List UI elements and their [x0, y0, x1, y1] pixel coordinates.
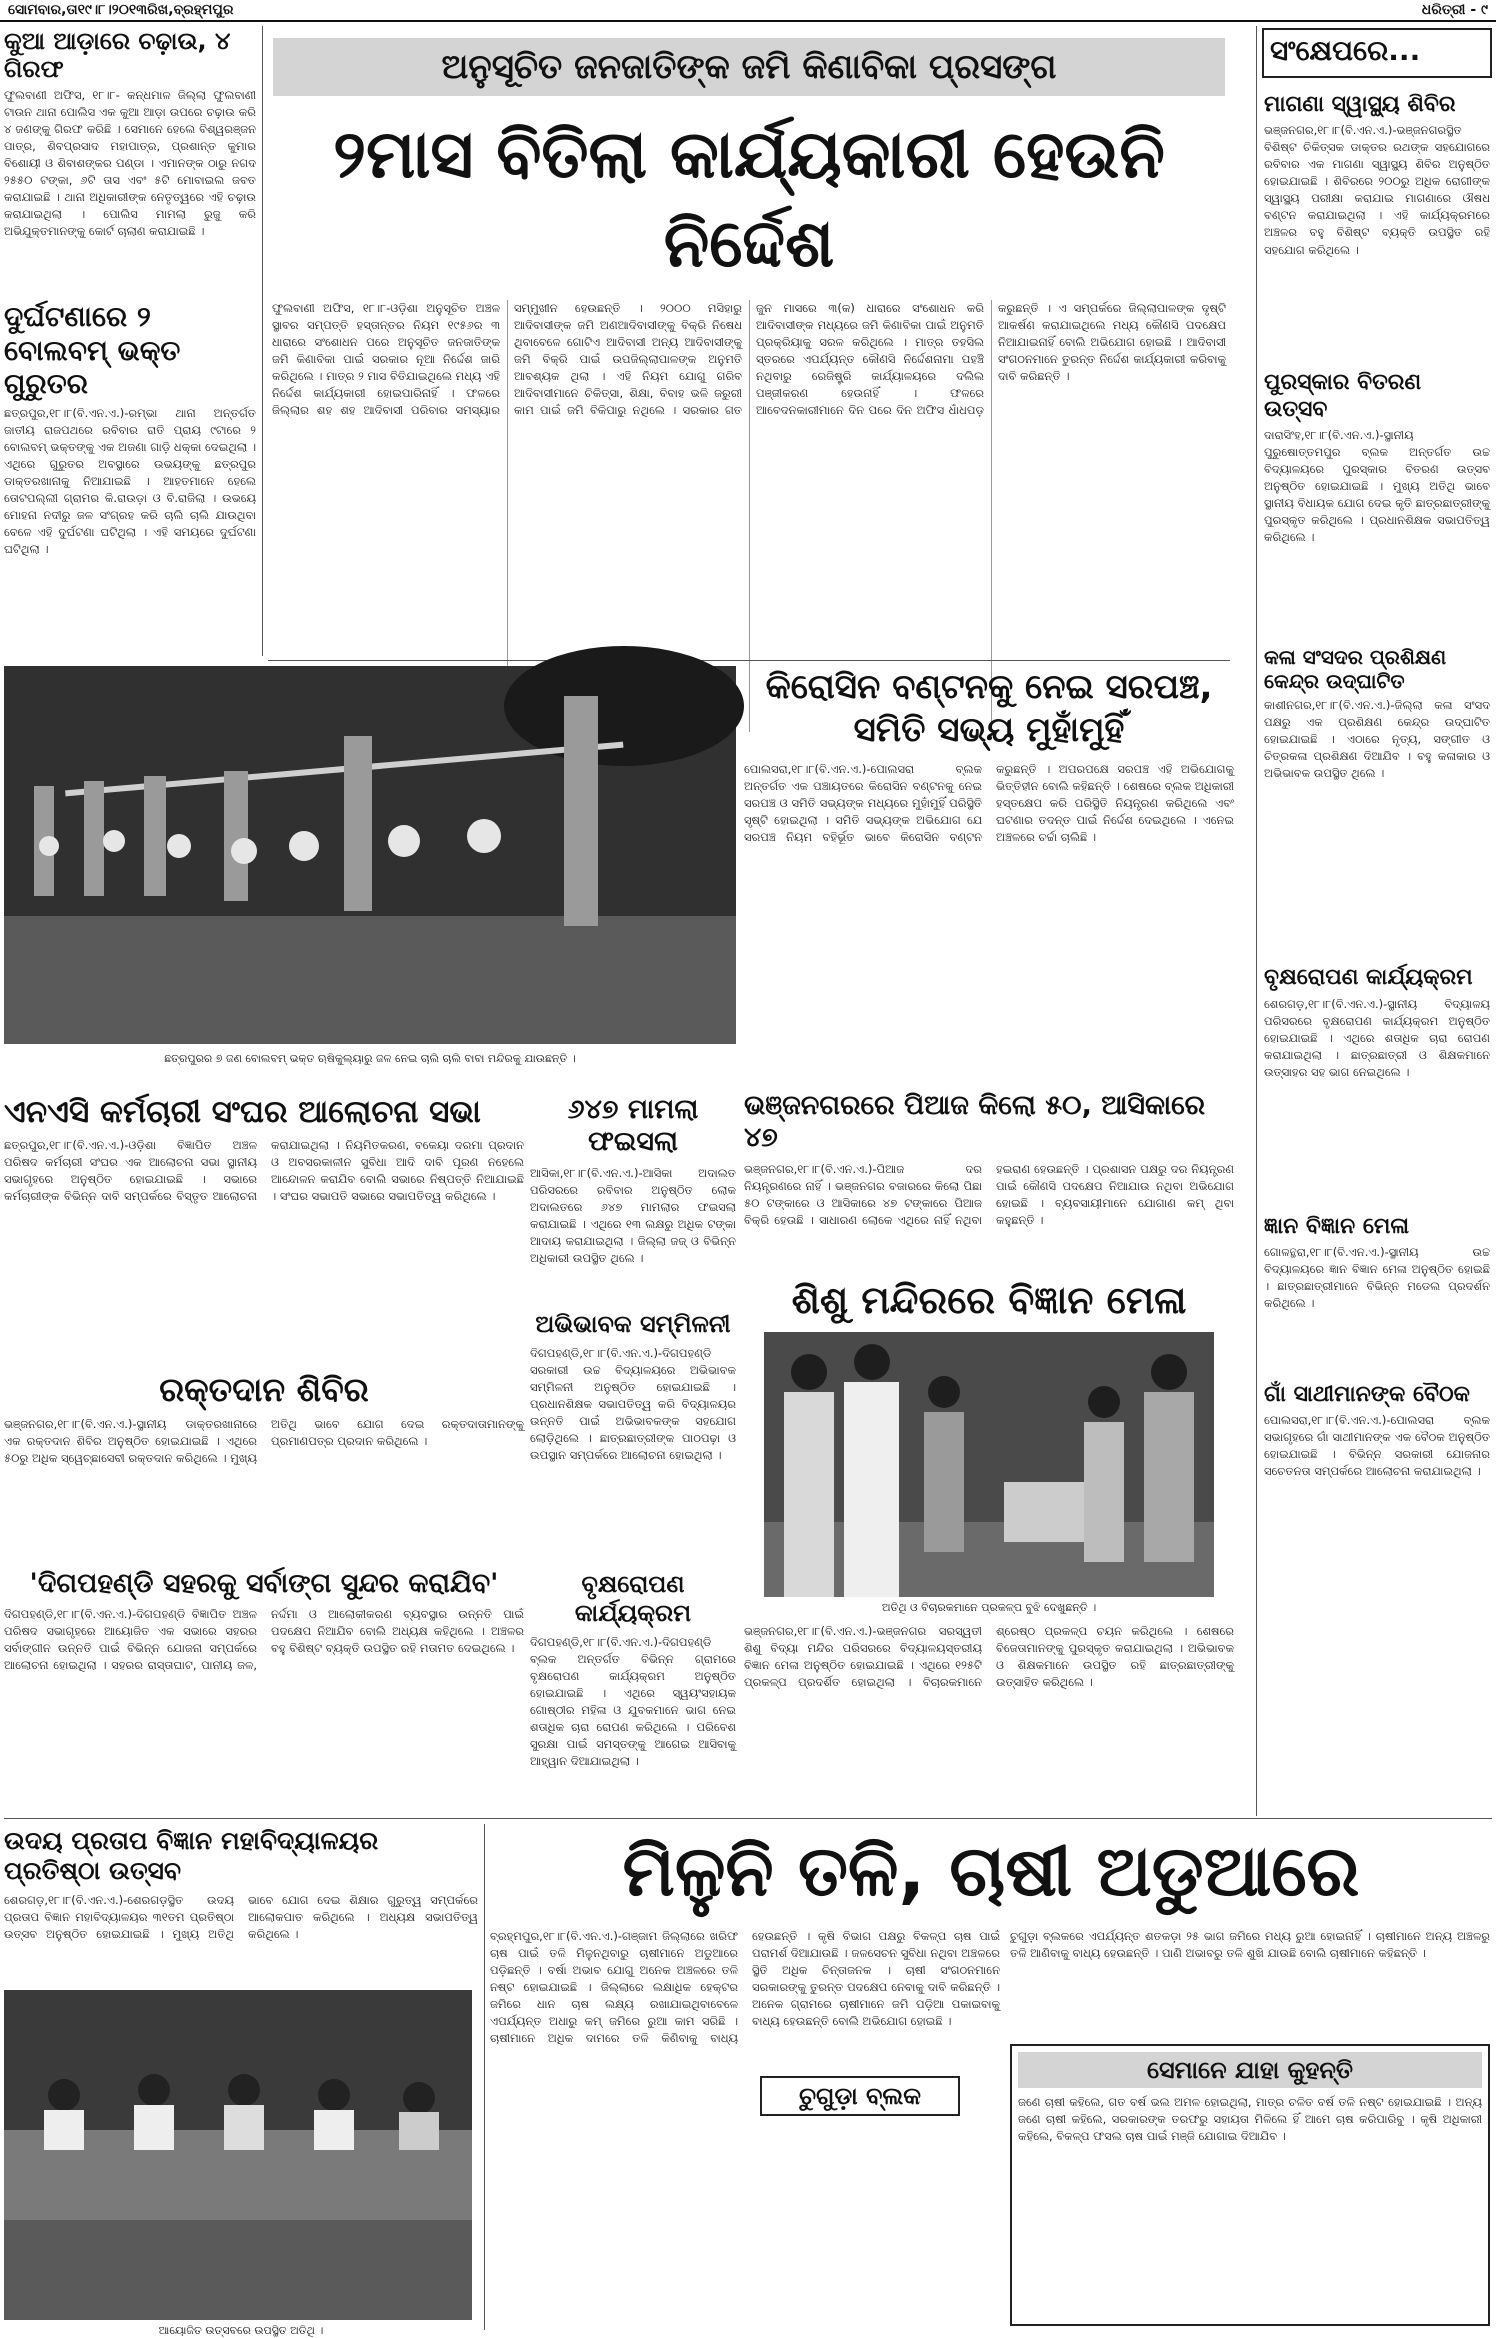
story-body: ଦିଗପହଣ୍ଡି,୧୮।୮(ବି.ଏନ.ଏ.)-ଦିଗପହଣ୍ଡି ସରକାରୀ ଉଚ୍ଚ ବିଦ୍ୟାଳୟରେ ଅଭିଭାବକ ସମ୍ମିଳନୀ ଅନୁଷ୍ଠିତ ହୋଇଯାଇଛି । ପ୍ରଧାନଶିକ୍ଷକ ସଭାପତିତ୍ୱ କରି ବିଦ୍ୟାଳୟର ଉନ୍ନତି ପାଇଁ ଅଭିଭାବକଙ୍କ ସହଯୋଗ ଲୋଡ଼ିଥିଲେ । ଛାତ୍ରଛାତ୍ରୀଙ୍କ ପାଠପଢ଼ା ଓ ଉପସ୍ଥାନ ସମ୍ପର୍କରେ ଆଲୋଚନା ହୋଇଥିଲା । — [530, 1345, 736, 1462]
story-body: ଭଞ୍ଜନଗର,୧୮।୮(ବି.ଏନ.ଏ.)-ସ୍ଥାନୀୟ ଡାକ୍ତରଖାନାରେ ଏକ ରକ୍ତଦାନ ଶିବିର ଅନୁଷ୍ଠିତ ହୋଇଯାଇଛି । ଏଥିରେ ୫୦ରୁ ଅଧିକ ସ୍ୱେଚ୍ଛାସେବୀ ରକ୍ତଦାନ କରିଥିଲେ । ମୁଖ୍ୟ ଅତିଥି ଭାବେ ଯୋଗ ଦେଇ ରକ୍ତଦାତାମାନଙ୍କୁ ପ୍ରମାଣପତ୍ର ପ୍ରଦାନ କରିଥିଲେ । — [4, 1416, 524, 1465]
brief-body: ଶେରଗଡ଼,୧୮।୮(ବି.ଏନ.ଏ.)-ସ୍ଥାନୀୟ ବିଦ୍ୟାଳୟ ପରିସରରେ ବୃକ୍ଷରୋପଣ କାର୍ଯ୍ୟକ୍ରମ ଅନୁଷ୍ଠିତ ହୋଇଯାଇଛି । ଏଥିରେ ଶତାଧିକ ଚାରା ରୋପଣ କରାଯାଇଥିଲା । ଛାତ୍ରଛାତ୍ରୀ ଓ ଶିକ୍ଷକମାନେ ଉତ୍ସାହର ସହ ଭାଗ ନେଇଥିଲେ । — [1264, 996, 1490, 1079]
main-kicker: ଅନୁସୂଚିତ ଜନଜାତିଙ୍କ ଜମି କିଣାବିକା ପ୍ରସଙ୍ଗ — [273, 38, 1225, 96]
college-story — [4, 1826, 478, 2337]
section-divider — [268, 660, 1230, 661]
column-divider — [1256, 26, 1257, 1816]
brief-headline: କଳା ସଂସଦର ପ୍ରଶିକ୍ଷଣ କେନ୍ଦ୍ର ଉଦ୍‌ଘାଟିତ — [1264, 645, 1447, 694]
story-headline: ଅଭିଭାବକ ସମ୍ମିଳନୀ — [535, 1310, 731, 1338]
story-headline: କିରୋସିନ ବଣ୍ଟନକୁ ନେଇ ସରପଞ୍ଚ, ସମିତି ସଭ୍ୟ ମୁହାଁମୁହିଁ — [765, 667, 1213, 750]
photo-story — [4, 666, 736, 1086]
page-header — [0, 0, 1496, 22]
column-divider — [262, 26, 263, 656]
story-body: ଭଞ୍ଜନଗର,୧୮।୮(ବି.ଏନ.ଏ.)-ଭଞ୍ଜନଗର ସରସ୍ୱତୀ ଶିଶୁ ବିଦ୍ୟା ମନ୍ଦିର ପରିସରରେ ବିଦ୍ୟାଳୟସ୍ତରୀୟ ବିଜ୍ଞାନ ମେଳା ଅନୁଷ୍ଠିତ ହୋଇଯାଇଛି । ଏଥିରେ ୧୨୫ଟି ପ୍ରକଳ୍ପ ପ୍ରଦର୍ଶିତ ହୋଇଥିଲା । ବିଚାରକମାନେ ଶ୍ରେଷ୍ଠ ପ୍ରକଳ୍ପ ଚୟନ କରିଥିଲେ । ଶେଷରେ ବିଜେତାମାନଙ୍କୁ ପୁରସ୍କୃତ କରାଯାଇଥିଲା । ଅଭିଭାବକ ଓ ଶିକ୍ଷକମାନେ ଉପସ୍ଥିତ ରହି ଛାତ୍ରଛାତ୍ରୀଙ୍କୁ ଉତ୍ସାହିତ କରିଥିଲେ । — [744, 1623, 1234, 1689]
story-body: ଛତ୍ରପୁର,୧୮।୮(ବି.ଏନ.ଏ.)-ରମ୍ଭା ଥାନା ଅନ୍ତର୍ଗତ ଜାତୀୟ ରାଜପଥରେ ରବିବାର ରାତି ପ୍ରାୟ ୯ଟାରେ ୨ ବୋଲବମ୍ ଭକ୍ତଙ୍କୁ ଏକ ଅଜଣା ଗାଡ଼ି ଧକ୍କା ଦେଇଥିଲା । ଏଥିରେ ଗୁରୁତର ଅବସ୍ଥାରେ ଉଭୟଙ୍କୁ ଛତ୍ରପୁର ଡାକ୍ତରଖାନାକୁ ନିଆଯାଇଛି । ଆହତମାନେ ହେଲେ ତୋଟପଲ୍ଲୀ ଗ୍ରାମର କି.ରାଉଡ଼ା ଓ ବି.ରାଜିଲା । ଉଭୟେ ମୋହନା ନଦୀରୁ ଜଳ ସଂଗ୍ରହ କରି ଚାଲି ଚାଲି ଯାଉଥିବା ବେଳେ ଏହି ଦୁର୍ଘଟଣା ଘଟିଥିଲା । ଏହି ସମୟରେ ଦୁର୍ଘଟଣା ଘଟିଥିଲା । — [4, 405, 256, 557]
story-body: ଶେରଗଡ଼,୧୮।୮(ବି.ଏନ.ଏ.)-ଶେରଗଡ଼ସ୍ଥିତ ଉଦୟ ପ୍ରତାପ ବିଜ୍ଞାନ ମହାବିଦ୍ୟାଳୟର ୩୧ତମ ପ୍ରତିଷ୍ଠା ଉତ୍ସବ ଅନୁଷ୍ଠିତ ହୋଇଯାଇଛି । ମୁଖ୍ୟ ଅତିଥି ଭାବେ ଯୋଗ ଦେଇ ଶିକ୍ଷାର ଗୁରୁତ୍ୱ ସମ୍ପର୍କରେ ଆଲୋକପାତ କରିଥିଲେ । ଅଧ୍ୟକ୍ଷ ସଭାପତିତ୍ୱ କରିଥିଲେ । — [4, 1893, 478, 1942]
story-body: ବ୍ରହ୍ମପୁର,୧୮।୮(ବି.ଏନ.ଏ.)-ଗଞ୍ଜାମ ଜିଲ୍ଲାରେ ଖରିଫ ଚାଷ ପାଇଁ ତଳି ମିଳୁନଥିବାରୁ ଚାଷୀମାନେ ଅଡୁଆରେ ପଡ଼ିଛନ୍ତି । ବର୍ଷା ଅଭାବ ଯୋଗୁ ଅନେକ ଅଞ୍ଚଳରେ ତଳି ନଷ୍ଟ ହୋଇଯାଇଛି । ଜିଲ୍ଲାରେ ଲକ୍ଷାଧିକ ହେକ୍ଟର ଜମିରେ ଧାନ ଚାଷ ଲକ୍ଷ୍ୟ ରଖାଯାଇଥିବାବେଳେ ଏପର୍ଯ୍ୟନ୍ତ ଅଧାରୁ କମ୍ ଜମିରେ ରୁଆ କାମ ସରିଛି । ଚାଷୀମାନେ ଅଧିକ ଦାମରେ ତଳି କିଣିବାକୁ ବାଧ୍ୟ ହେଉଛନ୍ତି । କୃଷି ବିଭାଗ ପକ୍ଷରୁ ବିକଳ୍ପ ଚାଷ ପାଇଁ ପରାମର୍ଶ ଦିଆଯାଉଛି । ଜଳସେଚନ ସୁବିଧା ନଥିବା ଅଞ୍ଚଳରେ ସ୍ଥିତି ଅଧିକ ଚିନ୍ତାଜନକ । ଚାଷୀ ସଂଗଠନମାନେ ସରକାରଙ୍କୁ ତୁରନ୍ତ ପଦକ୍ଷେପ ନେବାକୁ ଦାବି କରିଛନ୍ତି । ଅନେକ ଗ୍ରାମରେ ଚାଷୀମାନେ ଜମି ପଡ଼ିଆ ପକାଇବାକୁ ବାଧ୍ୟ ହେଉଛନ୍ତି ବୋଲି ଅଭିଯୋଗ ହୋଇଛି । — [490, 1929, 1000, 2046]
section-divider — [4, 1818, 1492, 1819]
block-body: ଚୁଗୁଡ଼ା ବ୍ଲକରେ ଏପର୍ଯ୍ୟନ୍ତ ଶତକଡ଼ା ୨୫ ଭାଗ ଜମିରେ ମଧ୍ୟ ରୁଆ ହୋଇନାହିଁ । ଚାଷୀମାନେ ଅନ୍ୟ ଅଞ୍ଚଳରୁ ତଳି ଆଣିବାକୁ ବାଧ୍ୟ ହେଉଛନ୍ତି । ପାଣି ଅଭାବରୁ ତଳି ଶୁଖି ଯାଉଛି ବୋଲି ଚାଷୀମାନେ କହିଛନ୍ତି । — [1010, 1929, 1490, 1961]
story-headline: ୬୪୭ ମାମଲା ଫଇସଲା — [567, 1094, 699, 1158]
story-headline: ଦୁର୍ଘଟଣାରେ ୨ ବୋଲବମ୍ ଭକ୍ତ ଗୁରୁତର — [4, 300, 181, 401]
date-line: ସୋମବାର,ତା୧୯।୮।୨୦୧୩ରିଖ,ବ୍ରହ୍ମପୁର — [8, 2, 234, 18]
brief-headline: ଗାଁ ସାଥୀମାନଙ୍କ ବୈଠକ — [1264, 1381, 1470, 1407]
cases-story — [530, 1094, 736, 1304]
photo-caption: ଛତ୍ରପୁରର ୭ ଜଣ ବୋଲବମ୍ ଭକ୍ତ ଋଷିକୁଲ୍ୟାରୁ ଜଳ ନେଇ ଚାଲି ଚାଲି ବାବା ମନ୍ଦିରକୁ ଯାଉଛନ୍ତି । — [164, 1052, 576, 1065]
photo-college-event — [4, 1990, 472, 2320]
photo-caption: ଆୟୋଜିତ ଉତ୍ସବରେ ଉପସ୍ଥିତ ଅତିଥି । — [158, 2324, 324, 2337]
main-headline: ୨ମାସ ବିତିଲା କାର୍ଯ୍ୟକାରୀ ହେଉନି ନିର୍ଦ୍ଦେଶ — [333, 116, 1165, 283]
briefs-column — [1262, 28, 1492, 1818]
tree-story — [530, 1570, 736, 1806]
parents-story — [530, 1310, 736, 1560]
brief-headline: ପୁରସ୍କାର ବିତରଣ ଉତ୍ସବ — [1264, 370, 1422, 422]
main-body: ଫୁଲବାଣୀ ଅଫିସ, ୧୮।୮-ଓଡ଼ିଶା ଅନୁସୂଚିତ ଅଞ୍ଚଳ ସ୍ଥାବର ସମ୍ପତ୍ତି ହସ୍ତାନ୍ତର ନିୟମ ୧୯୫୬ର ୩ ଧାରାରେ ସଂଶୋଧନ ପରେ ଅନୁସୂଚିତ ଜନଜାତିଙ୍କ ଜମି କିଣାବିକା ପାଇଁ ସରକାର ନୂଆ ନିର୍ଦ୍ଦେଶ ଜାରି କରିଥିଲେ । ମାତ୍ର ୨ ମାସ ବିତିଯାଇଥିଲେ ମଧ୍ୟ ଏହି ନିର୍ଦ୍ଦେଶ କାର୍ଯ୍ୟକାରୀ ହୋଇପାରିନାହିଁ । ଫଳରେ ଜିଲ୍ଲାର ଶହ ଶହ ଆଦିବାସୀ ପରିବାର ସମସ୍ୟାର ସମ୍ମୁଖୀନ ହେଉଛନ୍ତି । ୨୦୦୦ ମସିହାରୁ ଆଦିବାସୀଙ୍କ ଜମି ଅଣଆଦିବାସୀଙ୍କୁ ବିକ୍ରି ନିଷେଧ ଥିବାବେଳେ ଗୋଟିଏ ଆଦିବାସୀ ଅନ୍ୟ ଆଦିବାସୀଙ୍କୁ ଜମି ବିକ୍ରି ପାଇଁ ଉପଜିଲ୍ଲାପାଳଙ୍କ ଅନୁମତି ଆବଶ୍ୟକ ଥିଲା । ଏହି ନିୟମ ଯୋଗୁ ଗରିବ ଆଦିବାସୀମାନେ ଚିକିତ୍ସା, ଶିକ୍ଷା, ବିବାହ ଭଳି ଜରୁରୀ କାମ ପାଇଁ ଜମି ବିକିପାରୁ ନଥିଲେ । ସରକାର ଗତ ଜୁନ ମାସରେ ୩(କ) ଧାରାରେ ସଂଶୋଧନ କରି ଆଦିବାସୀଙ୍କ ମଧ୍ୟରେ ଜମି କିଣାବିକା ପାଇଁ ଅନୁମତି ପ୍ରକ୍ରିୟାକୁ ସରଳ କରିଥିଲେ । ମାତ୍ର ତହସିଲ ସ୍ତରରେ ଏପର୍ଯ୍ୟନ୍ତ କୌଣସି ନିର୍ଦ୍ଦେଶନାମା ପହଞ୍ଚି ନଥିବାରୁ ରେଜିଷ୍ଟ୍ରି କାର୍ଯ୍ୟାଳୟରେ ଦଲିଲ ପଞ୍ଜୀକରଣ ହେଉନାହିଁ । ଫଳରେ ଆବେଦନକାରୀମାନେ ଦିନ ପରେ ଦିନ ଅଫିସ ଧାଁଧପଡ଼ କରୁଛନ୍ତି । ଏ ସମ୍ପର୍କରେ ଜିଲ୍ଲାପାଳଙ୍କ ଦୃଷ୍ଟି ଆକର୍ଷଣ କରାଯାଇଥିଲେ ମଧ୍ୟ କୌଣସି ପଦକ୍ଷେପ ନିଆଯାଇନାହିଁ ବୋଲି ଅଭିଯୋଗ ହୋଇଛି । ଆଦିବାସୀ ସଂଗଠନମାନେ ତୁରନ୍ତ ନିର୍ଦ୍ଦେଶ କାର୍ଯ୍ୟକାରୀ କରିବାକୁ ଦାବି କରିଛନ୍ତି । — [272, 301, 1226, 418]
story-headline: ରକ୍ତଦାନ ଶିବିର — [159, 1370, 369, 1409]
onion-story — [744, 1090, 1234, 1270]
nac-story — [4, 1094, 524, 1364]
farmer-story — [490, 1826, 1492, 2330]
brief-body: ଭଞ୍ଜନଗର,୧୮।୮(ବି.ଏନ.ଏ.)-ଭଞ୍ଜନଗରସ୍ଥିତ ବିଶିଷ୍ଟ ଚିକିତ୍ସକ ଡାକ୍ତର ରଥଙ୍କ ସହଯୋଗରେ ରବିବାର ଏକ ମାଗଣା ସ୍ୱାସ୍ଥ୍ୟ ଶିବିର ଅନୁଷ୍ଠିତ ହୋଇଯାଇଛି । ଶିବିରରେ ୨୦୦ରୁ ଅଧିକ ରୋଗୀଙ୍କ ସ୍ୱାସ୍ଥ୍ୟ ପରୀକ୍ଷା କରାଯାଇ ମାଗଣାରେ ଔଷଧ ବଣ୍ଟନ କରାଯାଇଥିଲା । ଏହି କାର୍ଯ୍ୟକ୍ରମରେ ଅଞ୍ଚଳର ବହୁ ବିଶିଷ୍ଟ ବ୍ୟକ୍ତି ଉପସ୍ଥିତ ରହି ସହଯୋଗ କରିଥିଲେ । — [1264, 123, 1490, 257]
story-headline: ଏନଏସି କର୍ମଚାରୀ ସଂଘର ଆଲୋଚନା ସଭା — [4, 1094, 481, 1130]
story-body: ଭଞ୍ଜନଗର,୧୮।୮(ବି.ଏନ.ଏ.)-ପିଆଜ ଦର ନିୟନ୍ତ୍ରଣରେ ନାହିଁ । ଭଞ୍ଜନଗର ବଜାରରେ କିଲୋ ପିଛା ୫୦ ଟଙ୍କାରେ ଓ ଆସିକାରେ ୪୭ ଟଙ୍କାରେ ପିଆଜ ବିକ୍ରି ହେଉଛି । ସାଧାରଣ ଲୋକେ ଏଥିରେ ନାହିଁ ନଥିବା ହଇରାଣ ହେଉଛନ୍ତି । ପ୍ରଶାସନ ପକ୍ଷରୁ ଦର ନିୟନ୍ତ୍ରଣ ପାଇଁ କୌଣସି ପଦକ୍ଷେପ ନିଆଯାଉ ନଥିବା ଅଭିଯୋଗ ହୋଇଛି । ବ୍ୟବସାୟୀମାନେ ଯୋଗାଣ କମ୍ ଥିବା କହୁଛନ୍ତି । — [744, 1161, 1234, 1227]
story-body: ଛତ୍ରପୁର,୧୮।୮(ବି.ଏନ.ଏ.)-ଓଡ଼ିଶା ବିଜ୍ଞାପିତ ଅଞ୍ଚଳ ପରିଷଦ କର୍ମଚାରୀ ସଂଘର ଏକ ଆଲୋଚନା ସଭା ସ୍ଥାନୀୟ ସଭାଗୃହରେ ଅନୁଷ୍ଠିତ ହୋଇଯାଇଛି । ସଭାରେ କର୍ମଚାରୀଙ୍କ ବିଭିନ୍ନ ଦାବି ସମ୍ପର୍କରେ ବିସ୍ତୃତ ଆଲୋଚନା କରାଯାଇଥିଲା । ନିୟମିତକରଣ, ବକେୟା ଦରମା ପ୍ରଦାନ ଓ ଅବସରକାଳୀନ ସୁବିଧା ଆଦି ଦାବି ପୂରଣ ନହେଲେ ଆନ୍ଦୋଳନ କରାଯିବ ବୋଲି ସଭାରେ ନିଷ୍ପତ୍ତି ନିଆଯାଇଛି । ସଂଘର ସଭାପତି ସଭାରେ ସଭାପତିତ୍ୱ କରିଥିଲେ । — [4, 1138, 524, 1204]
brief-body: କାଶୀନଗର,୧୮।୮(ବି.ଏନ.ଏ.)-ଜିଲ୍ଲା କଳା ସଂସଦ ପକ୍ଷରୁ ଏକ ପ୍ରଶିକ୍ଷଣ କେନ୍ଦ୍ର ଉଦ୍‌ଘାଟିତ ହୋଇଯାଇଛି । ଏଠାରେ ନୃତ୍ୟ, ସଙ୍ଗୀତ ଓ ଚିତ୍ରକଳା ପ୍ରଶିକ୍ଷଣ ଦିଆଯିବ । ବହୁ କଳାକାର ଓ ଅଭିଭାବକ ଉପସ୍ଥିତ ଥିଲେ । — [1264, 698, 1490, 781]
story-body: ଦିଗପହଣ୍ଡି,୧୮।୮(ବି.ଏନ.ଏ.)-ଦିଗପହଣ୍ଡି ବ୍ଲକ ଅନ୍ତର୍ଗତ ବିଭିନ୍ନ ଗ୍ରାମରେ ବୃକ୍ଷରୋପଣ କାର୍ଯ୍ୟକ୍ରମ ଅନୁଷ୍ଠିତ ହୋଇଯାଇଛି । ଏଥିରେ ସ୍ୱୟଂସହାୟକ ଗୋଷ୍ଠୀର ମହିଳା ଓ ଯୁବକମାନେ ଭାଗ ନେଇ ଶତାଧିକ ଚାରା ରୋପଣ କରିଥିଲେ । ପରିବେଶ ସୁରକ୍ଷା ପାଇଁ ସମସ୍ତଙ୍କୁ ଆଗେଇ ଆସିବାକୁ ଆହ୍ୱାନ ଦିଆଯାଇଥିଲା । — [530, 1634, 736, 1768]
main-story — [268, 28, 1230, 660]
brief-body: ପୋଲସରା,୧୮।୮(ବି.ଏନ.ଏ.)-ପୋଲସରା ବ୍ଲକ ସଭାଗୃହରେ ଗାଁ ସାଥୀମାନଙ୍କ ଏକ ବୈଠକ ଅନୁଷ୍ଠିତ ହୋଇଯାଇଛି । ବିଭିନ୍ନ ସରକାରୀ ଯୋଜନାର ସଚେତନତା ସମ୍ପର୍କରେ ଆଲୋଚନା କରାଯାଇଥିଲା । — [1264, 1413, 1490, 1479]
blood-story — [4, 1370, 524, 1560]
story-headline: ଶିଶୁ ମନ୍ଦିରରେ ବିଜ୍ଞାନ ମେଳା — [791, 1278, 1187, 1322]
photo-caption: ଅତିଥି ଓ ବିଚାରକମାନେ ପ୍ରକଳ୍ପ ବୁଝି ଦେଖୁଛନ୍ତି । — [881, 1600, 1097, 1614]
story-body: ଆସିକା,୧୮।୮(ବି.ଏନ.ଏ.)-ଆସିକା ଅଦାଲତ ପରିସରରେ ରବିବାର ଅନୁଷ୍ଠିତ ଲୋକ ଅଦାଲତରେ ୬୪୭ ମାମଲାର ଫଇସଲା କରାଯାଇଛି । ଏଥିରେ ୧୩ ଲକ୍ଷରୁ ଅଧିକ ଟଙ୍କା ଆଦାୟ କରାଯାଇଥିଲା । ଜିଲ୍ଲା ଜଜ୍ ଓ ବିଭିନ୍ନ ଅଧିକାରୀ ଉପସ୍ଥିତ ଥିଲେ । — [530, 1165, 736, 1265]
photo-science-fair — [764, 1332, 1214, 1597]
brief-body: ଦାରାସିଂହ,୧୮।୮(ବି.ଏନ.ଏ.)-ସ୍ଥାନୀୟ ପୁରୁଷୋତ୍ତମପୁର ବ୍ଲକ ଅନ୍ତର୍ଗତ ଉଚ୍ଚ ବିଦ୍ୟାଳୟରେ ପୁରସ୍କାର ବିତରଣ ଉତ୍ସବ ଅନୁଷ୍ଠିତ ହୋଇଯାଇଛି । ମୁଖ୍ୟ ଅତିଥି ଭାବେ ସ୍ଥାନୀୟ ବିଧାୟକ ଯୋଗ ଦେଇ କୃତି ଛାତ୍ରଛାତ୍ରୀଙ୍କୁ ପୁରସ୍କୃତ କରିଥିଲେ । ପ୍ରଧାନଶିକ୍ଷକ ସଭାପତିତ୍ୱ କରିଥିଲେ । — [1264, 428, 1490, 545]
brief-headline: ମାଗଣା ସ୍ୱାସ୍ଥ୍ୟ ଶିବିର — [1264, 92, 1456, 117]
briefs-title: ସଂକ୍ଷେପରେ... — [1262, 28, 1492, 78]
page-label: ଧରିତ୍ରୀ - ୯ — [1421, 2, 1488, 18]
brief-list — [1262, 78, 1492, 1712]
story-headline: ବୃକ୍ଷରୋପଣ କାର୍ଯ୍ୟକ୍ରମ — [574, 1570, 692, 1627]
quotes-title: ସେମାନେ ଯାହା କୁହନ୍ତି — [1018, 2052, 1482, 2088]
story-body: ଫୁଲବାଣୀ ଅଫିସ, ୧୮।୮- କନ୍ଧମାଳ ଜିଲ୍ଲା ଫୁଲବାଣୀ ଟାଉନ ଥାନା ପୋଲିସ ଏକ କୁଆ ଆଡ଼ା ଉପରେ ଚଢ଼ାଉ କରି ୪ ଜଣଙ୍କୁ ଗିରଫ କରିଛି । ସେମାନେ ହେଲେ ବିଶ୍ୱରଞ୍ଜନ ପାତ୍ର, ଶିବପ୍ରସାଦ ମହାପାତ୍ର, ପ୍ରଶାନ୍ତ କୁମାର ବିଶୋୟୀ ଓ ଶିବାଶଙ୍କର ପଣ୍ଡା । ଏମାନଙ୍କ ଠାରୁ ନଗଦ ୨୫୫୦ ଟଙ୍କା, ୬ଟି ତାସ ଏବଂ ୫ଟି ମୋବାଇଲ ଜବତ କରାଯାଇଛି । ଥାନା ଅଧିକାରୀଙ୍କ ନେତୃତ୍ୱରେ ଏହି ଚଢ଼ାଉ କରାଯାଇଥିଲା । ପୋଲିସ ମାମଲା ରୁଜୁ କରି ଅଭିଯୁକ୍ତମାନଙ୍କୁ କୋର୍ଟ ଚାଲାଣ କରାଯାଇଛି । — [4, 88, 256, 239]
column-divider — [484, 1824, 485, 2330]
photo-illustration — [764, 1332, 1214, 1597]
quotes-body: ଜଣେ ଚାଷୀ କହିଲେ, ଗତ ବର୍ଷ ଭଲ ଅମଳ ହୋଇଥିଲା, ମାତ୍ର ଚଳିତ ବର୍ଷ ତଳି ନଷ୍ଟ ହୋଇଯାଇଛି । ଅନ୍ୟ ଜଣେ ଚାଷୀ କହିଲେ, ସରକାରଙ୍କ ତରଫରୁ ସହାୟତା ମିଳିଲେ ହିଁ ଆମେ ଚାଷ କରିପାରିବୁ । କୃଷି ଅଧିକାରୀ କହିଲେ, ବିକଳ୍ପ ଫସଲ ଚାଷ ପାଇଁ ମଞ୍ଜି ଯୋଗାଇ ଦିଆଯିବ । — [1018, 2095, 1482, 2144]
photo-illustration — [4, 1990, 472, 2320]
story-headline: ଉଦୟ ପ୍ରତାପ ବିଜ୍ଞାନ ମହାବିଦ୍ୟାଳୟର ପ୍ରତିଷ୍ଠା ଉତ୍ସବ — [4, 1826, 379, 1885]
left-column — [4, 28, 256, 658]
brief-headline: ବୃକ୍ଷରୋପଣ କାର୍ଯ୍ୟକ୍ରମ — [1264, 965, 1473, 991]
photo-bolbom-devotees — [4, 666, 736, 1044]
story-headline: 'ଦିଗପହଣ୍ଡି ସହରକୁ ସର୍ବାଙ୍ଗ ସୁନ୍ଦର କରାଯିବ' — [29, 1568, 499, 1599]
story-headline: ଭଞ୍ଜନଗରରେ ପିଆଜ କିଲୋ ୫୦, ଆସିକାରେ ୪୭ — [744, 1090, 1206, 1154]
story-headline: କୁଆ ଆଡ଼ାରେ ଚଢ଼ାଉ, ୪ ଗିରଫ — [4, 27, 231, 83]
block-label: ଚୁଗୁଡ଼ା ବ୍ଲକ — [760, 2076, 960, 2116]
story-headline: ମିଳୁନି ତଳି, ଚାଷୀ ଅଡୁଆରେ — [622, 1830, 1360, 1912]
quotes-box — [1010, 2044, 1490, 2326]
brief-headline: ଜ୍ଞାନ ବିଜ୍ଞାନ ମେଳା — [1264, 1213, 1410, 1239]
story-body: ଦିଗପହଣ୍ଡି,୧୮।୮(ବି.ଏନ.ଏ.)-ଦିଗପହଣ୍ଡି ବିଜ୍ଞାପିତ ଅଞ୍ଚଳ ପରିଷଦ ସଭାଗୃହରେ ଆୟୋଜିତ ଏକ ସଭାରେ ସହରର ସର୍ବାଙ୍ଗୀନ ଉନ୍ନତି ପାଇଁ ବିଭିନ୍ନ ଯୋଜନା ସମ୍ପର୍କରେ ଆଲୋଚନା ହୋଇଥିଲା । ସହରର ରାସ୍ତାଘାଟ, ପାନୀୟ ଜଳ, ନର୍ଦ୍ଦମା ଓ ଆଲୋକୀକରଣ ବ୍ୟବସ୍ଥାର ଉନ୍ନତି ପାଇଁ ପଦକ୍ଷେପ ନିଆଯିବ ବୋଲି ଅଧ୍ୟକ୍ଷ କହିଥିଲେ । ଅଞ୍ଚଳର ବହୁ ବିଶିଷ୍ଟ ବ୍ୟକ୍ତି ଉପସ୍ଥିତ ରହି ମତାମତ ଦେଇଥିଲେ । — [4, 1607, 524, 1673]
science-fair-story — [744, 1278, 1234, 1813]
brief-body: ଗୋଳନ୍ଥରା,୧୮।୮(ବି.ଏନ.ଏ.)-ସ୍ଥାନୀୟ ଉଚ୍ଚ ବିଦ୍ୟାଳୟରେ ଜ୍ଞାନ ବିଜ୍ଞାନ ମେଳା ଅନୁଷ୍ଠିତ ହୋଇଛି । ଛାତ୍ରଛାତ୍ରୀମାନେ ବିଭିନ୍ନ ମଡେଲ ପ୍ରଦର୍ଶନ କରିଥିଲେ । — [1264, 1244, 1490, 1310]
digapahandi-story — [4, 1568, 524, 1804]
photo-illustration — [4, 666, 736, 1044]
kerosene-story — [744, 666, 1234, 1076]
story-body: ପୋଲସରା,୧୮।୮(ବି.ଏନ.ଏ.)-ପୋଲସରା ବ୍ଲକ ଅନ୍ତର୍ଗତ ଏକ ପଞ୍ଚାୟତରେ କିରୋସିନ ବଣ୍ଟନକୁ ନେଇ ସରପଞ୍ଚ ଓ ସମିତି ସଭ୍ୟଙ୍କ ମଧ୍ୟରେ ମୁହାଁମୁହିଁ ପରିସ୍ଥିତି ସୃଷ୍ଟି ହୋଇଥିଲା । ସମିତି ସଭ୍ୟଙ୍କ ଅଭିଯୋଗ ଯେ ସରପଞ୍ଚ ନିୟମ ବହିର୍ଭୂତ ଭାବେ କିରୋସିନ ବଣ୍ଟନ କରୁଛନ୍ତି । ଅପରପକ୍ଷେ ସରପଞ୍ଚ ଏହି ଅଭିଯୋଗକୁ ଭିତ୍ତିହୀନ ବୋଲି କହିଛନ୍ତି । ଶେଷରେ ବ୍ଲକ ଅଧିକାରୀ ହସ୍ତକ୍ଷେପ କରି ପରିସ୍ଥିତି ନିୟନ୍ତ୍ରଣ କରିଥିଲେ ଏବଂ ଘଟଣାର ତଦନ୍ତ ପାଇଁ ନିର୍ଦ୍ଦେଶ ଦେଇଥିଲେ । ଏନେଇ ଅଞ୍ଚଳରେ ଚର୍ଚ୍ଚା ଚାଲିଛି । — [744, 762, 1234, 845]
